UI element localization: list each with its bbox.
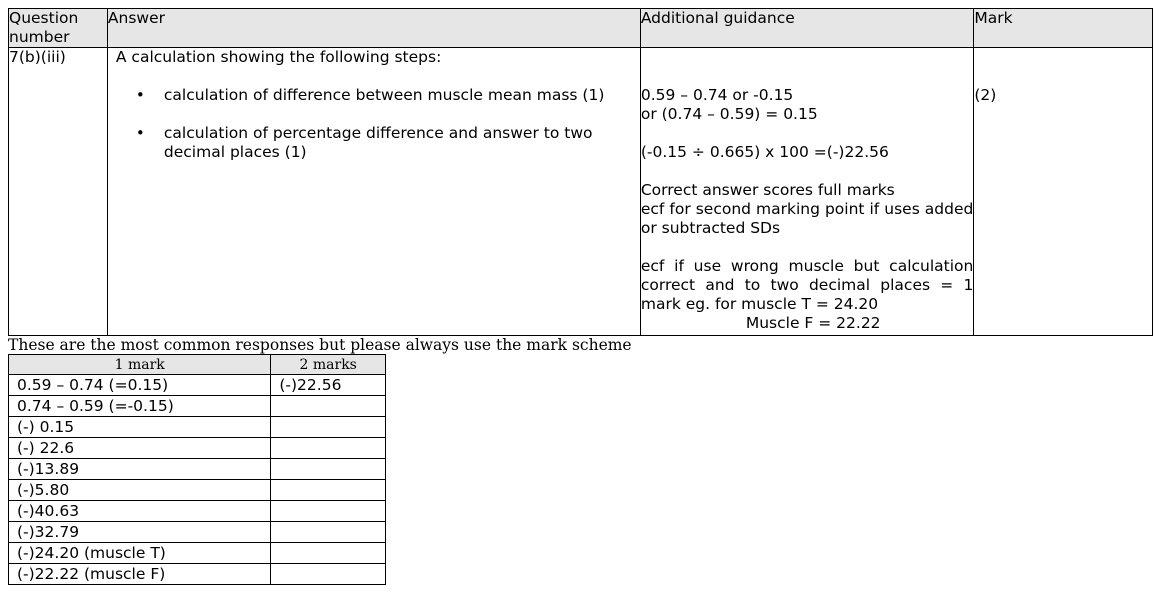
mark-scheme-table — [8, 8, 1153, 336]
guidance-percentage: (-0.15 ÷ 0.665) x 100 =(-)22.56 — [640, 143, 889, 161]
guidance-difference-line-2: or (0.74 – 0.59) = 0.15 — [640, 105, 818, 123]
header-mark: Mark — [974, 9, 1153, 48]
one-mark-response: (-) 22.6 — [9, 438, 271, 459]
table-row — [9, 501, 386, 522]
table-row — [9, 438, 386, 459]
answer-bullet-1: • calculation of difference between muscle mean mass (1) — [108, 86, 640, 105]
two-marks-response — [271, 480, 386, 501]
mark-cell — [974, 48, 1153, 336]
header-one-mark: 1 mark — [9, 355, 271, 375]
common-responses-note: These are the most common responses but please always use the mark scheme — [8, 336, 632, 354]
header-answer: Answer — [107, 9, 640, 48]
guidance-muscle-f: Muscle F = 22.22 — [745, 314, 881, 332]
table-row — [9, 375, 386, 396]
two-marks-response: (-)22.56 — [271, 375, 386, 396]
table-row — [9, 480, 386, 501]
header-two-marks: 2 marks — [271, 355, 386, 375]
one-mark-response: (-)13.89 — [9, 459, 271, 480]
one-mark-response: 0.59 – 0.74 (=0.15) — [9, 375, 271, 396]
guidance-difference-line-1: 0.59 – 0.74 or -0.15 — [640, 86, 794, 104]
guidance-cell — [640, 48, 974, 336]
answer-bullet-2: • calculation of percentage difference and answer to two decimal places (1) — [108, 124, 640, 162]
table-row — [9, 459, 386, 480]
question-number-cell: 7(b)(iii) — [9, 48, 108, 336]
table-row — [9, 522, 386, 543]
one-mark-response: (-)32.79 — [9, 522, 271, 543]
table-row — [9, 543, 386, 564]
header-additional-guidance: Additional guidance — [640, 9, 974, 48]
two-marks-response — [271, 459, 386, 480]
one-mark-response: (-)22.22 (muscle F) — [9, 564, 271, 585]
common-responses-header-row — [9, 355, 386, 375]
two-marks-response — [271, 438, 386, 459]
table-row — [9, 564, 386, 585]
mark-scheme-body-row — [9, 48, 1153, 336]
one-mark-response: (-)24.20 (muscle T) — [9, 543, 271, 564]
common-responses-table — [8, 354, 386, 585]
guidance-full-marks: Correct answer scores full marks — [640, 181, 895, 199]
one-mark-response: (-)5.80 — [9, 480, 271, 501]
two-marks-response — [271, 543, 386, 564]
table-row — [9, 417, 386, 438]
two-marks-response — [271, 396, 386, 417]
table-row — [9, 396, 386, 417]
one-mark-response: (-)40.63 — [9, 501, 271, 522]
mark-value: (2) — [974, 86, 997, 104]
answer-intro: A calculation showing the following steps: — [115, 48, 442, 66]
two-marks-response — [271, 417, 386, 438]
header-question-number: Question number — [9, 9, 108, 48]
two-marks-response — [271, 564, 386, 585]
mark-scheme-header-row — [9, 9, 1153, 48]
two-marks-response — [271, 501, 386, 522]
one-mark-response: 0.74 – 0.59 (=-0.15) — [9, 396, 271, 417]
one-mark-response: (-) 0.15 — [9, 417, 271, 438]
answer-cell — [107, 48, 640, 336]
two-marks-response — [271, 522, 386, 543]
guidance-ecf-sds: ecf for second marking point if uses added or subtracted SDs — [640, 200, 974, 237]
guidance-ecf-wrong-muscle: ecf if use wrong muscle but calculation correct and to two decimal places = 1 mark eg. for muscle T = 24.20 — [640, 257, 974, 313]
